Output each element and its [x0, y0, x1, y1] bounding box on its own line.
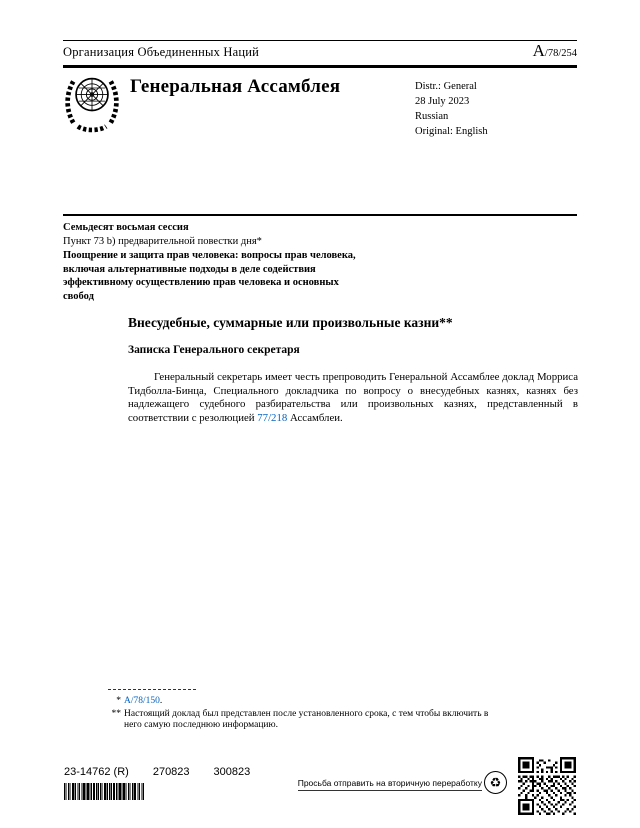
footnote-first-after: .: [159, 696, 163, 706]
un-emblem-icon: [62, 70, 122, 136]
footnote-second-marker: **: [111, 708, 121, 719]
report-title: Внесудебные, суммарные или произвольные казни**: [128, 315, 453, 330]
job-date-first: 270823: [152, 766, 190, 778]
footnote-second-text: Настоящий доклад был представлен после установленного срока, с тем чтобы включить в него самую последнюю информацию.: [124, 708, 489, 731]
footnote-first: [108, 696, 508, 708]
footnote-first-marker: *: [116, 696, 121, 706]
footnote-second: [108, 709, 508, 732]
header-top-rule: [63, 40, 577, 41]
assembly-title: Генеральная Ассамблея: [130, 76, 341, 97]
distr-line: Distr.: General: [415, 81, 477, 92]
paragraph-text-before: Генеральный секретарь имеет честь препроводить Генеральной Ассамблее доклад Морриса Тидболла-Бинца, Специального докладчика по вопросу о внесудебных казнях, казнях без надлежащего судебного разбирательства или произвольных казнях, представленный в соответствии с резолюцией: [128, 371, 578, 424]
session-title: Семьдесят восьмая сессия: [63, 222, 189, 233]
header-heavy-rule: [63, 65, 577, 68]
note-subtitle: Записка Генерального секретаря: [128, 344, 300, 356]
agenda-item: Пункт 73 b) предварительной повестки дня*: [63, 235, 262, 247]
footnotes-section: [108, 689, 508, 733]
paragraph-text-after: Ассамблеи.: [287, 411, 343, 424]
masthead-rule: [63, 214, 577, 216]
document-symbol-letter: A: [532, 41, 545, 60]
job-date-second: 300823: [213, 766, 251, 778]
recycle-glyph: ♻: [489, 775, 502, 790]
resolution-link[interactable]: 77/218: [257, 411, 288, 424]
document-symbol-number: /78/254: [544, 48, 577, 59]
session-block: [63, 221, 371, 303]
job-number: 23-14762 (R): [64, 766, 129, 778]
footnote-separator: [108, 689, 196, 690]
language-line: Russian: [415, 111, 449, 122]
org-name: Организация Объединенных Наций: [63, 45, 260, 59]
body-paragraph: [128, 371, 578, 425]
recycle-icon: [484, 771, 507, 794]
agenda-title: Поощрение и защита прав человека: вопросы прав человека, включая альтернативные подходы в деле содействия эффективному осуществлению прав человека и основных свобод: [63, 250, 356, 302]
qr-code-icon: [518, 757, 576, 815]
barcode: [64, 783, 144, 800]
document-symbol: [533, 41, 577, 61]
date-line: 28 July 2023: [415, 96, 470, 107]
original-language-line: Original: English: [415, 126, 488, 137]
recycle-note: Просьба отправить на вторичную переработку: [298, 778, 482, 791]
footnote-document-link[interactable]: A/78/150: [124, 696, 160, 706]
job-number-line: [64, 766, 274, 778]
distribution-block: [415, 79, 488, 139]
